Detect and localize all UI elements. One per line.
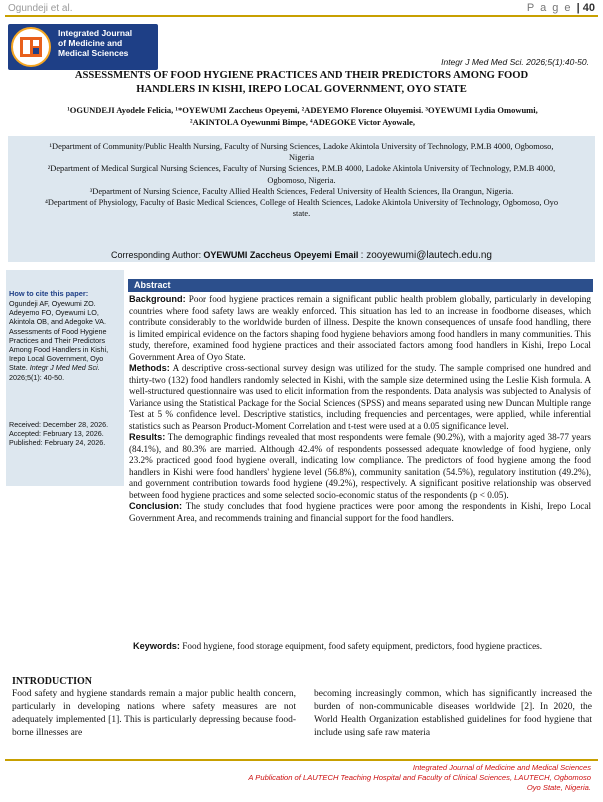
abstract-results (129, 432, 591, 501)
cite-title: How to cite this paper: (9, 289, 89, 298)
introduction-heading: INTRODUCTION (12, 676, 93, 687)
affiliations (36, 141, 567, 219)
affiliation-item: ⁴Department of Physiology, Faculty of Basic Medical Sciences, College of Health Sciences, Ladoke Akintola University of Technology, Ogbomoso, Oyo state. (44, 198, 559, 219)
journal-citation: Integr J Med Med Sci. 2026;5(1):40-50. (441, 57, 589, 67)
results-label: Results: (129, 432, 166, 442)
journal-emblem-icon (10, 26, 52, 68)
background-text: Poor food hygiene practices remain a significant public health problem globally, particularly in developing countries where food safety laws are weakly enforced. This situation has led to an increase in foodborne diseases, which contribute considerably to the worldwide burden of illness. Despite the known consequences of unsafe food handling, there is limited empirical evidence on the factors shaping food hygiene behaviors among food handlers in many communities. This study, therefore, examined food hygiene practices and their associated factors among food handlers in Kishi, Irepo Local Government Area of Oyo State. (129, 294, 591, 362)
logo-text (58, 28, 156, 58)
background-label: Background: (129, 294, 186, 304)
conclusion-label: Conclusion: (129, 501, 183, 511)
keywords-label: Keywords: (133, 641, 180, 651)
keywords-text: Food hygiene, food storage equipment, food safety equipment, predictors, food hygiene practices. (182, 641, 543, 651)
footer-line: Integrated Journal of Medicine and Medical Sciences (412, 763, 591, 772)
methods-text: A descriptive cross-sectional survey design was utilized for the study. The sample comprised one hundred and thirty-two (132) food handlers randomly selected in Kishi, with the sample size determined using the Leslie Kish formula. A well-structured questionnaire was used to elicit information from the respondents. Data analysis was subjected to Analysis of Variance using the Statistical Package for the Social Sciences (SPSS) and means separated using new Duncan Multiple range Test at 5 % confidence level. Descriptive statistics, including frequencies and percentages, were applied, while inferential statistics such as Pearson Product-Moment Correlation and t-test were used at a 0.05 significance level. (129, 363, 591, 431)
cite-journal: Integr J Med Med Sci. (29, 363, 100, 373)
logo-line: Medical Sciences (58, 48, 129, 58)
affiliation-item: ²Department of Medical Surgical Nursing Sciences, Faculty of Nursing Sciences, P.M.B 4000, Ladoke Akintola University of Technology, P.M.B 4000, Ogbomoso, Nigeria. (47, 164, 556, 185)
cite-text (9, 299, 121, 382)
footer-divider (5, 759, 598, 761)
corresponding-email[interactable]: : zooyewumi@lautech.edu.ng (360, 250, 492, 261)
abstract-conclusion (129, 501, 591, 524)
page-footer (248, 763, 591, 793)
abstract-body (129, 294, 591, 524)
footer-line: A Publication of LAUTECH Teaching Hospital and Faculty of Clinical Sciences, LAUTECH, Ogbomoso (248, 773, 591, 782)
conclusion-text: The study concludes that food hygiene practices were poor among the respondents in Kishi, Irepo Local Government Area, and recommends training and financial support for the food handlers. (129, 501, 591, 523)
abstract-methods (129, 363, 591, 432)
cite-volume: 2026;5(1): 40-50. (9, 372, 65, 382)
running-author: Ogundeji et al. (8, 3, 73, 14)
page-number-value: | 40 (576, 2, 595, 14)
introduction-column-left: Food safety and hygiene standards remain a major public health concern, particularly in developing nations where safety measures are not adequately implemented [1]. This is particularly depressing because food-borne illnesses are (12, 689, 296, 738)
page-label: P a g e (526, 2, 573, 14)
title-line: HANDLERS IN KISHI, IREPO LOCAL GOVERNMENT, OYO STATE (136, 83, 467, 95)
title-line: ASSESSMENTS OF FOOD HYGIENE PRACTICES AND THEIR PREDICTORS AMONG FOOD (74, 70, 529, 81)
introduction-column-right: becoming increasingly common, which has significantly increased the burden of non-communicable diseases worldwide [2]. In 2020, the World Health Organization established guidelines for food hygiene that include using safe raw materia (314, 689, 592, 738)
journal-logo (8, 24, 158, 70)
corresponding-name: OYEWUMI Zaccheus Opeyemi Email (203, 250, 359, 260)
accepted-date: Accepted: February 13, 2026. (9, 429, 104, 439)
results-text: The demographic findings revealed that most respondents were female (90.2%), with a majority aged 38-77 years (84.1%), and 80.3% are married. Although 42.4% of respondents possessed adequate knowledge of food hygiene, only 23.2% practiced good food hygiene overall, indicating low compliance. The predictors of food hygiene among the food handlers in Kishi were food handlers' hygiene level (56.8%), community sanitation (54.5%), regulatory institution (49.2%), and government contribution towards food hygiene (49.2%), respectively. A significant positive relationship was observed between food hygiene practices and some selected socio-economic status of the respondents (p < 0.05). (129, 432, 591, 500)
authors-line: ²AKINTOLA Oyewunmi Bimpe, ⁴ADEGOKE Victor Ayowale, (190, 116, 415, 127)
received-date: Received: December 28, 2026. (9, 420, 109, 429)
logo-line: of Medicine and (58, 38, 123, 48)
affiliation-item: ¹Department of Community/Public Health Nursing, Faculty of Nursing Sciences, Ladoke Akintola University of Technology, P.M.B 4000, Ogbomoso, Nigeria (49, 142, 554, 163)
corresponding-author (10, 250, 593, 261)
published-date: Published: February 24, 2026. (9, 438, 106, 448)
methods-label: Methods: (129, 363, 170, 373)
page-number (527, 2, 595, 14)
footer-line: Oyo State, Nigeria. (526, 783, 591, 792)
corresponding-label: Corresponding Author: (111, 250, 202, 260)
article-title (20, 69, 583, 96)
header-divider (5, 15, 598, 17)
abstract-background (129, 294, 591, 363)
citation-sidebar (6, 270, 124, 486)
keywords (133, 641, 589, 653)
author-list (12, 105, 593, 128)
authors-line: ¹OGUNDEJI Ayodele Felicia, ¹*OYEWUMI Zaccheus Opeyemi, ²ADEYEMO Florence Oluyemisi. ³OYEWUMI Lydia Omowumi, (67, 105, 538, 115)
affiliation-item: ³Department of Nursing Science, Faculty Allied Health Sciences, Federal University of Health Sciences, Ila Orangun, Nigeria. (89, 186, 514, 196)
cite-body: Ogundeji AF, Oyewumi ZO. Adeyemo FO, Oyewumi LO, Akintola OB, and Adegoke VA. Assessments of Food Hygiene Practices and Their Predictors Among Food Handlers in Kishi, Irepo Local Government, Oyo State. (9, 299, 109, 373)
article-dates (9, 420, 121, 448)
abstract-heading: Abstract (128, 279, 593, 292)
logo-line: Integrated Journal (58, 28, 133, 38)
